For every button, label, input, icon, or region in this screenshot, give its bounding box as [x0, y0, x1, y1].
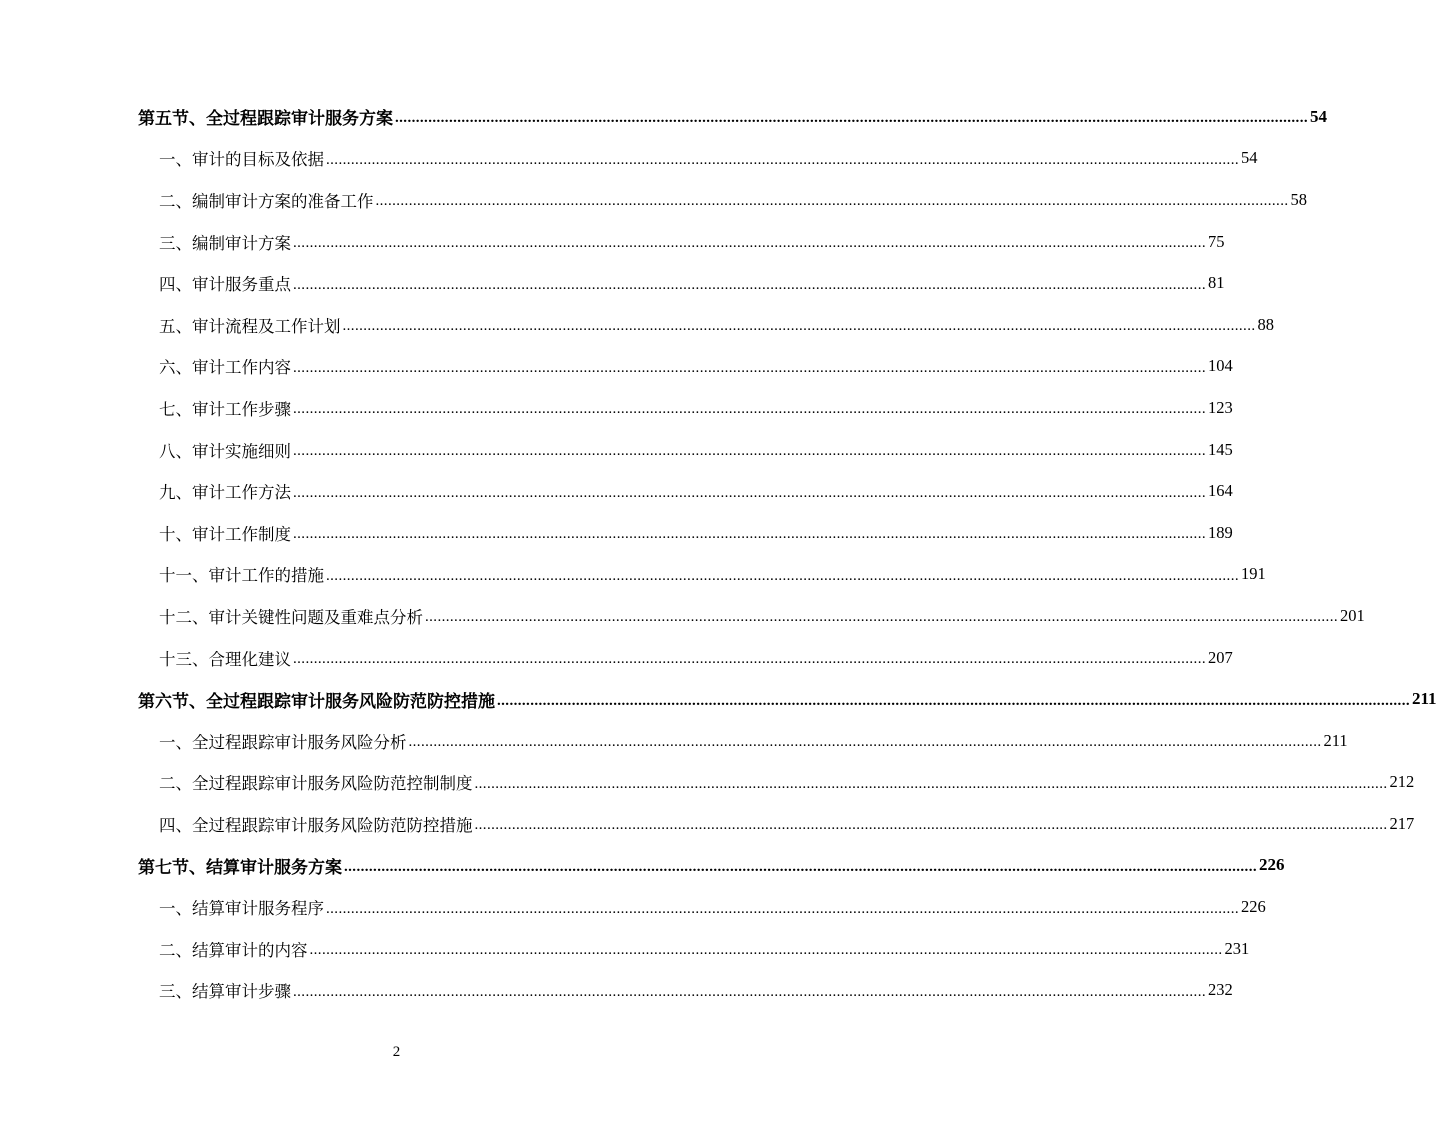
toc-entry-title: 一、审计的目标及依据 [159, 150, 324, 170]
toc-entry-title: 十、审计工作制度 [159, 524, 291, 544]
toc-entry-page: 191 [1241, 564, 1266, 584]
toc-dot-leader: ............................................................................................................................................................................................................................ [293, 443, 1206, 460]
toc-dot-leader: ............................................................................................................................................................................................................................ [326, 900, 1239, 917]
toc-entry-title: 第七节、结算审计服务方案 [138, 857, 342, 878]
toc-dot-leader: ............................................................................................................................................................................................................................ [293, 359, 1206, 376]
toc-entry-title: 十二、审计关键性问题及重难点分析 [159, 607, 423, 627]
toc-entry-title: 四、审计服务重点 [159, 275, 291, 295]
toc-entry-page: 54 [1310, 106, 1327, 126]
toc-entry-page: 211 [1323, 730, 1348, 750]
toc-entry-title: 九、审计工作方法 [159, 483, 291, 503]
toc-subsection-entry[interactable] [138, 429, 1233, 471]
toc-subsection-entry[interactable] [138, 595, 1365, 637]
toc-dot-leader: ............................................................................................................................................................................................................................ [474, 775, 1388, 792]
toc-entry-page: 104 [1208, 356, 1233, 376]
toc-entry-page: 226 [1241, 897, 1266, 917]
toc-entry-title: 八、审计实施细则 [159, 441, 291, 461]
toc-section-entry[interactable] [138, 678, 1437, 720]
toc-entry-page: 232 [1208, 980, 1233, 1000]
toc-subsection-entry[interactable] [138, 637, 1233, 679]
toc-dot-leader: ............................................................................................................................................................................................................................ [293, 276, 1206, 293]
toc-entry-title: 二、结算审计的内容 [159, 940, 308, 960]
toc-dot-leader: ............................................................................................................................................................................................................................ [293, 401, 1206, 418]
toc-entry-page: 75 [1208, 231, 1225, 251]
toc-subsection-entry[interactable] [138, 886, 1266, 928]
toc-entry-title: 五、审计流程及工作计划 [159, 316, 341, 336]
toc-dot-leader: ............................................................................................................................................................................................................................ [309, 942, 1223, 959]
table-of-contents [138, 96, 1437, 1011]
page-number: 2 [392, 1044, 401, 1060]
toc-dot-leader: ............................................................................................................................................................................................................................ [408, 734, 1322, 751]
toc-subsection-entry[interactable] [138, 803, 1415, 845]
toc-entry-page: 81 [1208, 273, 1225, 293]
toc-entry-title: 七、审计工作步骤 [159, 399, 291, 419]
toc-entry-title: 六、审计工作内容 [159, 358, 291, 378]
toc-entry-page: 207 [1208, 647, 1233, 667]
toc-subsection-entry[interactable] [138, 720, 1348, 762]
toc-entry-page: 164 [1208, 481, 1233, 501]
toc-entry-title: 第五节、全过程跟踪审计服务方案 [138, 109, 393, 130]
toc-entry-title: 十三、合理化建议 [159, 649, 291, 669]
toc-entry-page: 201 [1340, 605, 1365, 625]
toc-subsection-entry[interactable] [138, 470, 1233, 512]
toc-dot-leader: ............................................................................................................................................................................................................................ [293, 983, 1206, 1000]
toc-entry-page: 231 [1224, 938, 1250, 958]
toc-entry-title: 二、编制审计方案的准备工作 [159, 191, 374, 211]
toc-entry-title: 一、全过程跟踪审计服务风险分析 [159, 732, 407, 752]
toc-entry-page: 58 [1290, 189, 1307, 209]
toc-subsection-entry[interactable] [138, 304, 1274, 346]
toc-section-entry[interactable] [138, 845, 1285, 887]
toc-entry-title: 三、编制审计方案 [159, 233, 291, 253]
toc-dot-leader: ............................................................................................................................................................................................................................ [342, 318, 1256, 335]
toc-entry-page: 212 [1389, 772, 1415, 792]
toc-subsection-entry[interactable] [138, 387, 1233, 429]
toc-entry-page: 145 [1208, 439, 1233, 459]
toc-dot-leader: ............................................................................................................................................................................................................................ [293, 235, 1206, 252]
toc-subsection-entry[interactable] [138, 179, 1307, 221]
toc-dot-leader: ............................................................................................................................................................................................................................ [344, 858, 1257, 875]
toc-entry-page: 54 [1241, 148, 1258, 168]
toc-entry-title: 十一、审计工作的措施 [159, 566, 324, 586]
toc-subsection-entry[interactable] [138, 221, 1225, 263]
toc-dot-leader: ............................................................................................................................................................................................................................ [425, 609, 1338, 626]
toc-dot-leader: ............................................................................................................................................................................................................................ [293, 484, 1206, 501]
toc-entry-title: 一、结算审计服务程序 [159, 899, 324, 919]
toc-dot-leader: ............................................................................................................................................................................................................................ [497, 692, 1410, 709]
toc-subsection-entry[interactable] [138, 512, 1233, 554]
toc-subsection-entry[interactable] [138, 762, 1415, 804]
toc-subsection-entry[interactable] [138, 346, 1233, 388]
toc-entry-title: 四、全过程跟踪审计服务风险防范防控措施 [159, 815, 473, 835]
toc-section-entry[interactable] [138, 96, 1327, 138]
toc-subsection-entry[interactable] [138, 554, 1266, 596]
toc-subsection-entry[interactable] [138, 969, 1233, 1011]
toc-entry-page: 217 [1389, 813, 1415, 833]
toc-dot-leader: ............................................................................................................................................................................................................................ [293, 526, 1206, 543]
toc-entry-title: 二、全过程跟踪审计服务风险防范控制制度 [159, 774, 473, 794]
toc-dot-leader: ............................................................................................................................................................................................................................ [326, 151, 1239, 168]
toc-entry-page: 226 [1259, 855, 1285, 875]
toc-entry-page: 211 [1412, 689, 1437, 709]
toc-entry-title: 三、结算审计步骤 [159, 982, 291, 1002]
toc-entry-page: 88 [1257, 314, 1274, 334]
toc-dot-leader: ............................................................................................................................................................................................................................ [474, 817, 1388, 834]
toc-dot-leader: ............................................................................................................................................................................................................................ [395, 110, 1308, 127]
toc-subsection-entry[interactable] [138, 928, 1250, 970]
toc-entry-page: 189 [1208, 522, 1233, 542]
toc-subsection-entry[interactable] [138, 262, 1225, 304]
toc-entry-title: 第六节、全过程跟踪审计服务风险防范防控措施 [138, 691, 495, 712]
toc-dot-leader: ............................................................................................................................................................................................................................ [375, 193, 1289, 210]
toc-dot-leader: ............................................................................................................................................................................................................................ [293, 651, 1206, 668]
toc-dot-leader: ............................................................................................................................................................................................................................ [326, 567, 1239, 584]
toc-entry-page: 123 [1208, 397, 1233, 417]
toc-subsection-entry[interactable] [138, 138, 1258, 180]
